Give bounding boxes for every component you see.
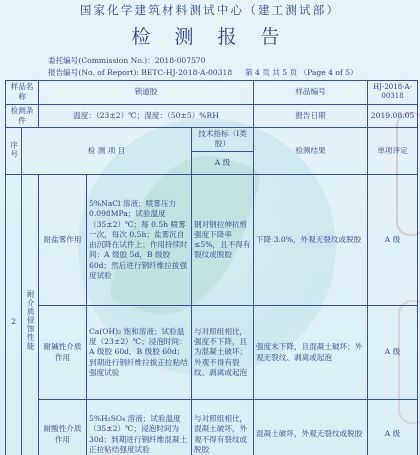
header-spec: 技术指标（Ⅰ类胶） xyxy=(192,128,254,152)
conditions-value: 温度：（23±2）℃；湿度：（50±5）%RH xyxy=(39,104,254,128)
sample-name-label: 样品名称 xyxy=(6,81,39,105)
report-table xyxy=(5,80,418,455)
header-judgement: 单项评定 xyxy=(368,128,418,175)
group-name: 耐介质侵蚀性能 xyxy=(22,175,39,455)
table-row xyxy=(6,175,418,306)
page-indicator: 第 4 页 共 5 页 （Page 4 of 5） xyxy=(245,68,358,77)
row-result: 强度未下降，且混凝土破坏；外观无裂纹、剥离或起泡 xyxy=(254,306,368,400)
row-result: 混凝土破坏，外观无裂纹或脱胶 xyxy=(254,400,368,455)
report-title: 检 测 报 告 xyxy=(131,26,289,48)
conditions-label: 检测条件 xyxy=(6,104,39,128)
header-spec-a: A 级 xyxy=(192,151,254,175)
sample-no-label: 样品编号 xyxy=(254,81,368,105)
table-row xyxy=(6,306,418,400)
table-row xyxy=(6,400,418,455)
row-method: 5%H₂SO₄ 溶液；试验温度（35±2）℃；浸泡时间为 30d；到期进行钢纤维混凝土正拉粘结强度试验 xyxy=(87,400,192,455)
info-row-conditions xyxy=(6,104,418,128)
row-judgement: A 级 xyxy=(368,306,418,400)
row-result: 下降 3.0%，外观无裂纹或脱胶 xyxy=(254,175,368,306)
group-seq: 2 xyxy=(6,175,22,455)
commission-no: 委托编号(Commission No.)：2018-007570 xyxy=(48,56,206,65)
report-date-value: 2019.08.05 xyxy=(368,104,418,128)
row-spec: 与对照组相比，强度不下降，且为混凝土破坏；外观不得有裂纹、剥离或起泡 xyxy=(192,306,254,400)
table-header-row xyxy=(6,128,418,152)
sample-no-value: HJ-2018-A-00318 xyxy=(368,81,418,105)
row-spec: 与对照组相比，混凝土破坏，外观不得有裂纹或脱胶 xyxy=(192,400,254,455)
report-no: 报告编号(No. of Report): BETC-HJ-2018-A-00318 xyxy=(48,68,233,77)
report-date-label: 报告日期 xyxy=(254,104,368,128)
row-method: Ca(OH)₂ 饱和溶液；试验温度（23±2）℃；浸泡时间：A 级胶 60d，B 级胶 60d；到期进行钢纤维拉拔正拉粘结强度试验 xyxy=(87,306,192,400)
row-method: 5%NaCl 溶液；喷雾压力 0.098MPa；试验温度（35±2）℃；每 0.5h 喷雾一次，每次 0.5h；盐雾沉自由沉降在试件上；作用持续时间：A 级胶 5d，B 级胶 60d；然后进行钢纤维拉拔强度试验 xyxy=(87,175,192,306)
header-item: 检 测 项 目 xyxy=(22,128,192,175)
info-row-sample xyxy=(6,81,418,105)
header-result: 检测结果 xyxy=(254,128,368,175)
row-name: 耐酸性介质作用 xyxy=(39,400,87,455)
row-name: 耐盐雾作用 xyxy=(39,175,87,306)
row-judgement: A 级 xyxy=(368,400,418,455)
row-judgement: A 级 xyxy=(368,175,418,306)
org-name: 国家化学建筑材料测试中心（建工测试部） xyxy=(79,3,341,17)
row-spec: 钢对钢拉伸抗剪强度下降率≤5%，且不得有裂纹或脱胶 xyxy=(192,175,254,306)
sample-name-value: 锁道胶 xyxy=(39,81,254,105)
row-name: 耐碱性介质作用 xyxy=(39,306,87,400)
header-seq: 序号 xyxy=(6,128,22,175)
